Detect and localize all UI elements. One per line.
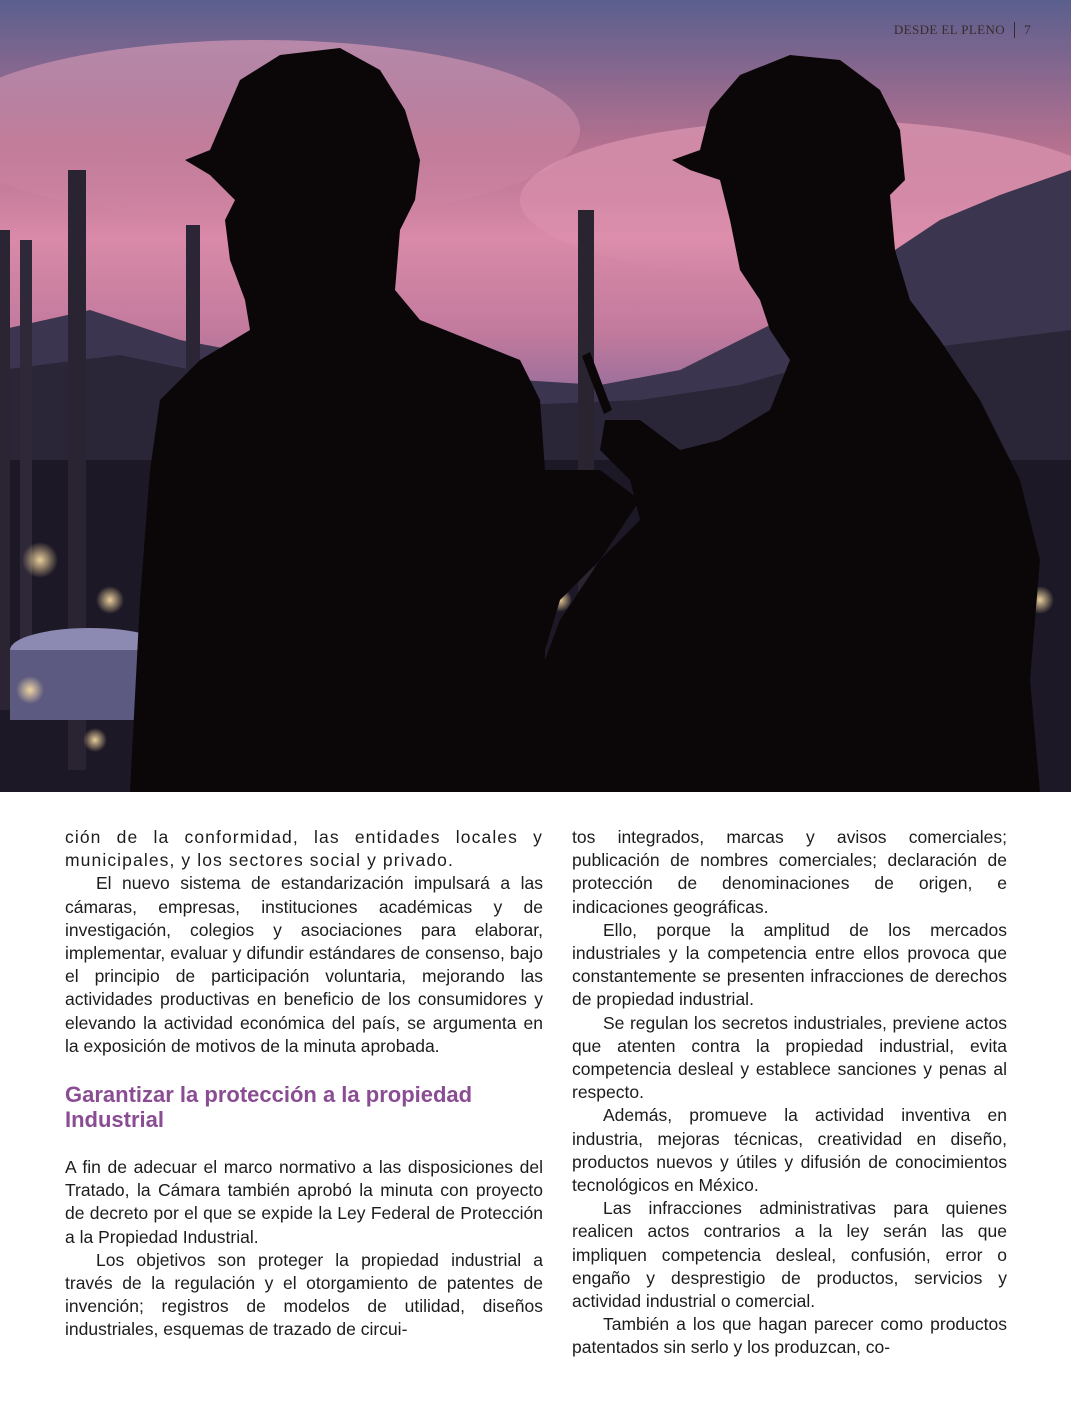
paragraph: Las infracciones administrativas para quienes realicen actos contrarios a la ley serán las que impliquen competencia desleal, confusión, error o engaño y desprestigio de productos, servicios y actividad industrial o comercial.	[572, 1198, 1007, 1312]
left-column	[65, 826, 543, 1342]
paragraph: Ello, porque la amplitud de los mercados industriales y la competencia entre ellos provoca que constantemente se presenten infracciones de derechos de propiedad industrial.	[572, 919, 1007, 1010]
paragraph: También a los que hagan parecer como productos patentados sin serlo y los produzcan, co-	[572, 1314, 1007, 1358]
divider	[1014, 22, 1015, 38]
running-head	[894, 22, 1031, 38]
right-column	[572, 826, 1007, 1360]
page-number: 7	[1024, 22, 1031, 37]
paragraph: Los objetivos son proteger la propiedad industrial a través de la regulación y el otorgamiento de patentes de invención; registros de modelos de utilidad, diseños industriales, esquemas de trazado de circui-	[65, 1249, 543, 1340]
paragraph: A fin de adecuar el marco normativo a las disposiciones del Tratado, la Cámara también aprobó la minuta con proyecto de decreto por el que se expide la Ley Federal de Protección a la Propiedad Industrial.	[65, 1157, 543, 1247]
paragraph: tos integrados, marcas y avisos comerciales; publicación de nombres comerciales; declaración de protección de denominaciones de origen, e indicaciones geográficas.	[572, 827, 1007, 917]
section-label: DESDE EL PLENO	[893, 22, 1006, 37]
paragraph: Además, promueve la actividad inventiva en industria, mejoras técnicas, creatividad en diseño, productos nuevos y útiles y difusión de conocimientos tecnológicos en México.	[572, 1105, 1007, 1196]
paragraph: El nuevo sistema de estandarización impulsará a las cámaras, empresas, instituciones académicas y de investigación, colegios y asociaciones para elaborar, implementar, evaluar y difundir estándares de consenso, bajo el principio de participación voluntaria, mejorando las actividades productivas en beneficio de los consumidores y elevando la actividad económica del país, se argumenta en la exposición de motivos de la minuta aprobada.	[65, 873, 543, 1056]
section-heading: Garantizar la protección a la propiedad Industrial	[65, 1082, 473, 1133]
paragraph: Se regulan los secretos industriales, previene actos que atenten contra la propiedad industrial, evita competencia desleal y establece sanciones y penas al respecto.	[572, 1012, 1007, 1103]
paragraph: ción de la conformidad, las entidades locales y municipales, y los sectores social y privado.	[65, 827, 543, 871]
